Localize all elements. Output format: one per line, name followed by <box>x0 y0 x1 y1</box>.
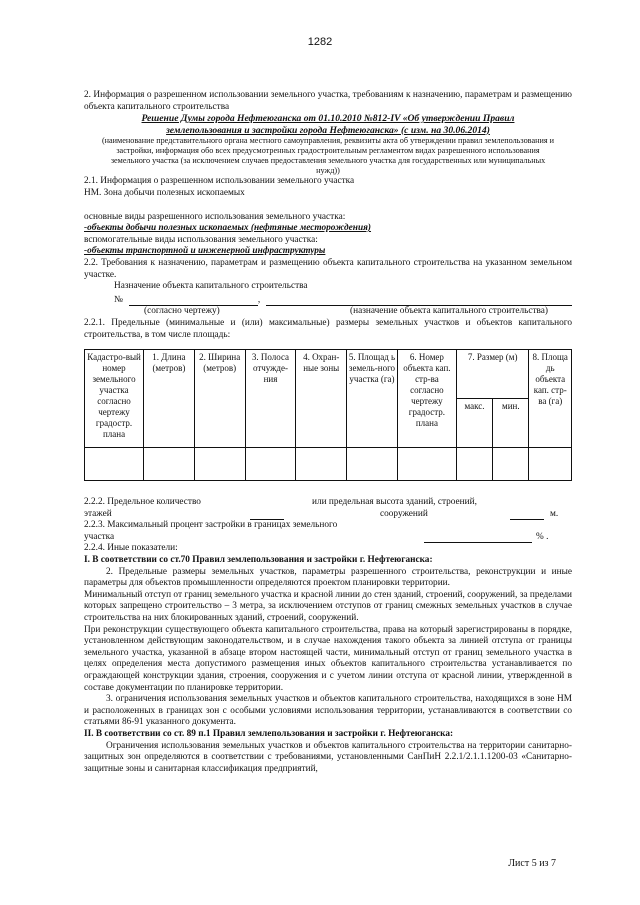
header-object-area: 8. Площа дь объекта кап. стр-ва (га) <box>529 350 572 448</box>
section-I-p2: Минимальный отступ от границ земельного участка и красной линии до стен зданий, строений, сооружений, за пределами которых запрещено строительство – 3 метра, за исключением отступов от границ смежных земельных участков в случае строительства на них блокированных зданий, строений, сооружений. <box>84 589 572 624</box>
header-cadastral: Кадастро-вый номер земельного участка согласно чертежу градостр. плана <box>85 350 144 448</box>
fill-notes-row <box>84 306 572 318</box>
cell <box>296 448 347 481</box>
decision-line-1: Решение Думы города Нефтеюганска от 01.10.2010 №812-IV «Об утверждении Правил <box>141 113 515 125</box>
header-size: 7. Размер (м) <box>456 350 529 399</box>
header-width: 2. Ширина (метров) <box>194 350 245 448</box>
header-area: 5. Площад ь земель-ного участка (га) <box>347 350 398 448</box>
comma: , <box>257 294 261 305</box>
cell <box>456 448 492 481</box>
section-2-2-2-row1 <box>84 497 572 509</box>
cell <box>493 448 529 481</box>
s223-unit: % . <box>536 531 549 542</box>
section-2-2-2-row2 <box>84 509 572 521</box>
page-number: 1282 <box>307 36 333 48</box>
percent-line <box>424 532 532 543</box>
aux-uses-label: вспомогательные виды использования земельного участка: <box>84 234 318 245</box>
s222-unit: м. <box>550 508 559 519</box>
table-row <box>85 448 572 481</box>
cell <box>245 448 296 481</box>
s222-c: этажей <box>84 508 112 519</box>
section-II-p1: Ограничения использования земельных участков и объектов капитального строительства на территории санитарно-защитных зон определяются в соответствии с требованиями, установленными СанПиН 2.2.1/2.1.1.1200-03 «Санитарно-защитные зоны и санитарная классификация предприятий, <box>84 740 572 774</box>
purpose-line <box>266 295 572 306</box>
section-I-p4: 3. ограничения использования земельных участков и объектов капитального строительства, находящихся в зоне НМ и расположенных в границах зон с особыми условиями использования территории, устанавливаются в соответствии со статьями 86-91 указанного документа. <box>84 694 572 728</box>
header-object-number: 6. Номер объекта кап. стр-ва согласно чертежу градостр. плана <box>397 350 456 448</box>
header-alienation: 3. Полоса отчужде-ния <box>245 350 296 448</box>
parameters-table <box>84 349 572 481</box>
s222-b: или предельная высота зданий, строений, <box>312 497 477 508</box>
section-2-2-3: 2.2.3. Максимальный процент застройки в границах земельного <box>84 520 338 531</box>
document-body <box>84 90 572 775</box>
cell <box>529 448 572 481</box>
s223-b: участка <box>84 531 115 542</box>
section-I-p3: При реконструкции существующего объекта капитального строительства, права на который зарегистрированы в порядке, установленном действующим законодательством, и в случае нахождения такого объекта за линией отступа от границы земельного участка, указанной в абзаце втором настоящей части, минимальный отступ от границ земельного участка в целях определения места допустимого размещения иных объектов капитального строительства устанавливается по ограждающей конструкции здания, строения, сооружения и с учетом линии отступа от красной линии, утвержденной в составе документации по планировке территории. <box>84 624 572 693</box>
height-line <box>510 509 544 520</box>
s222-a: 2.2.2. Предельное количество <box>84 497 201 508</box>
decision-note: (наименование представительного органа местного самоуправления, реквизиты акта об утверждении правил землепользования и застройки, информация обо всех предусмотренных градостроительным регламентом видах разрешенного использования земельного участка (за исключением случаев предоставления земельного участка для государственных или муниципальных нужд)) <box>101 136 555 176</box>
section-2-2-3-row2 <box>84 532 572 544</box>
decision-line-2: землепользования и застройки города Нефтеюганска» (с изм. на 30.06.2014) <box>166 124 490 136</box>
section-2-2: 2.2. Требования к назначению, параметрам и размещению объекта капитального строительства на указанном земельном участке. <box>84 257 572 280</box>
main-uses-label: основные виды разрешенного использования земельного участка: <box>84 211 346 222</box>
aux-use-item: -объекты транспортной и инженерной инфраструктуры <box>84 246 326 257</box>
purpose-label: Назначение объекта капитального строительства <box>114 281 308 292</box>
section-I-title: I. В соответствии со ст.70 Правил землепользования и застройки г. Нефтеюганска: <box>84 555 433 566</box>
zone-name: НМ. Зона добычи полезных ископаемых <box>84 187 245 198</box>
cell <box>347 448 398 481</box>
header-max: макс. <box>456 399 492 448</box>
cell <box>397 448 456 481</box>
section-2-1: 2.1. Информация о разрешенном использовании земельного участка <box>84 176 355 187</box>
section-II-title: II. В соответствии со ст. 89 п.1 Правил землепользования и застройки г. Нефтеюганска: <box>84 728 454 739</box>
cell <box>144 448 195 481</box>
drawing-number-line <box>129 294 261 306</box>
purpose-note: (назначение объекта капитального строительства) <box>350 306 548 317</box>
header-protection: 4. Охран-ные зоны <box>296 350 347 448</box>
cell <box>85 448 144 481</box>
number-sign: № <box>114 294 123 305</box>
cell <box>194 448 245 481</box>
section-2-title: 2. Информация о разрешенном использовании земельного участка, требованиям к назначению, параметрам и размещению объекта капитального строительства <box>84 90 572 112</box>
section-2-2-4: 2.2.4. Иные показатели: <box>84 543 178 554</box>
table-header-row <box>85 350 572 399</box>
section-I-p1: 2. Предельные размеры земельных участков, параметры разрешенного строительства, реконструкции и иные параметры для объектов промышленности определяются проектом планировки территории. <box>84 566 572 589</box>
sheet-footer: Лист 5 из 7 <box>508 858 556 869</box>
floors-line <box>250 509 284 520</box>
s222-d: сооружений <box>380 508 428 519</box>
drawing-note: (согласно чертежу) <box>144 306 220 317</box>
main-use-item: -объекты добычи полезных ископаемых (нефтяные месторождения) <box>84 223 372 234</box>
section-2-2-1: 2.2.1. Предельные (минимальные и (или) максимальные) размеры земельных участков и объектов капитального строительства, в том числе площадь: <box>84 317 572 340</box>
header-length: 1. Длина (метров) <box>144 350 195 448</box>
header-min: мин. <box>493 399 529 448</box>
purpose-fill-row <box>84 295 572 307</box>
